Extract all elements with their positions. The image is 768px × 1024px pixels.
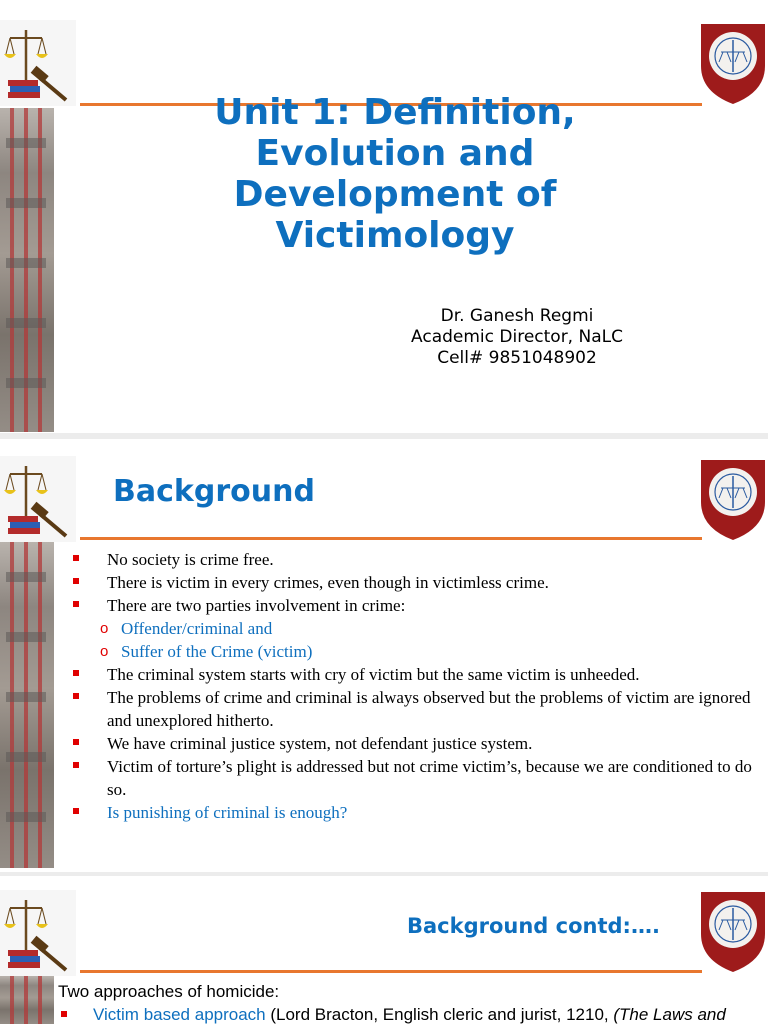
list-item: There are two parties involvement in crime: (70, 594, 760, 617)
list-item: The criminal system starts with cry of victim but the same victim is unheeded. (70, 663, 760, 686)
scales-of-justice-icon (0, 890, 76, 976)
title-divider (80, 537, 702, 540)
page-title: Unit 1: Definition, Evolution and Development of Victimology (214, 92, 576, 256)
list-item: We have criminal justice system, not defendant justice system. (70, 732, 760, 755)
approach-link-text: Victim based approach (93, 1005, 266, 1024)
circle-bullet-icon: o (100, 620, 109, 637)
college-emblem-shield (699, 20, 767, 106)
list-item: Is punishing of criminal is enough? (70, 801, 760, 824)
college-emblem-shield (699, 888, 767, 974)
slide-title (0, 0, 768, 432)
bullet-list (70, 548, 760, 824)
sub-list-item: o Suffer of the Crime (victim) (100, 642, 313, 661)
list-item: There is victim in every crimes, even though in victimless crime. (70, 571, 760, 594)
author-name: Dr. Ganesh Regmi (440, 306, 594, 326)
slide-separator (0, 433, 768, 439)
list-item: No society is crime free. (70, 548, 760, 571)
scales-of-justice-icon (0, 456, 76, 542)
list-item: The problems of crime and criminal is always observed but the problems of victim are ignored and unexplored hitherto. (70, 686, 760, 732)
section-title: Background contd:…. (407, 914, 660, 938)
section-title: Background (113, 474, 315, 509)
college-emblem-shield (699, 456, 767, 542)
list-item (58, 1005, 726, 1024)
building-photo (0, 976, 54, 1024)
circle-bullet-icon: o (100, 643, 109, 660)
building-photo (0, 542, 54, 868)
intro-text: Two approaches of homicide: (58, 982, 280, 1001)
bullet-icon (61, 1011, 67, 1017)
slide-background-contd (0, 876, 768, 1024)
author-block (380, 306, 654, 369)
approach-detail-italic: (The Laws and (613, 1005, 726, 1024)
sub-list-item: o Offender/criminal and (100, 619, 273, 638)
building-photo (0, 108, 54, 432)
scales-of-justice-icon (0, 20, 76, 106)
list-item: Victim of torture’s plight is addressed but not crime victim’s, because we are conditioned to do so. (70, 755, 760, 801)
title-divider (80, 970, 702, 973)
author-phone: Cell# 9851048902 (437, 348, 597, 368)
author-role: Academic Director, NaLC (411, 327, 623, 347)
slide-background (0, 440, 768, 872)
approach-detail: (Lord Bracton, English cleric and jurist, 1210, (265, 1005, 614, 1024)
